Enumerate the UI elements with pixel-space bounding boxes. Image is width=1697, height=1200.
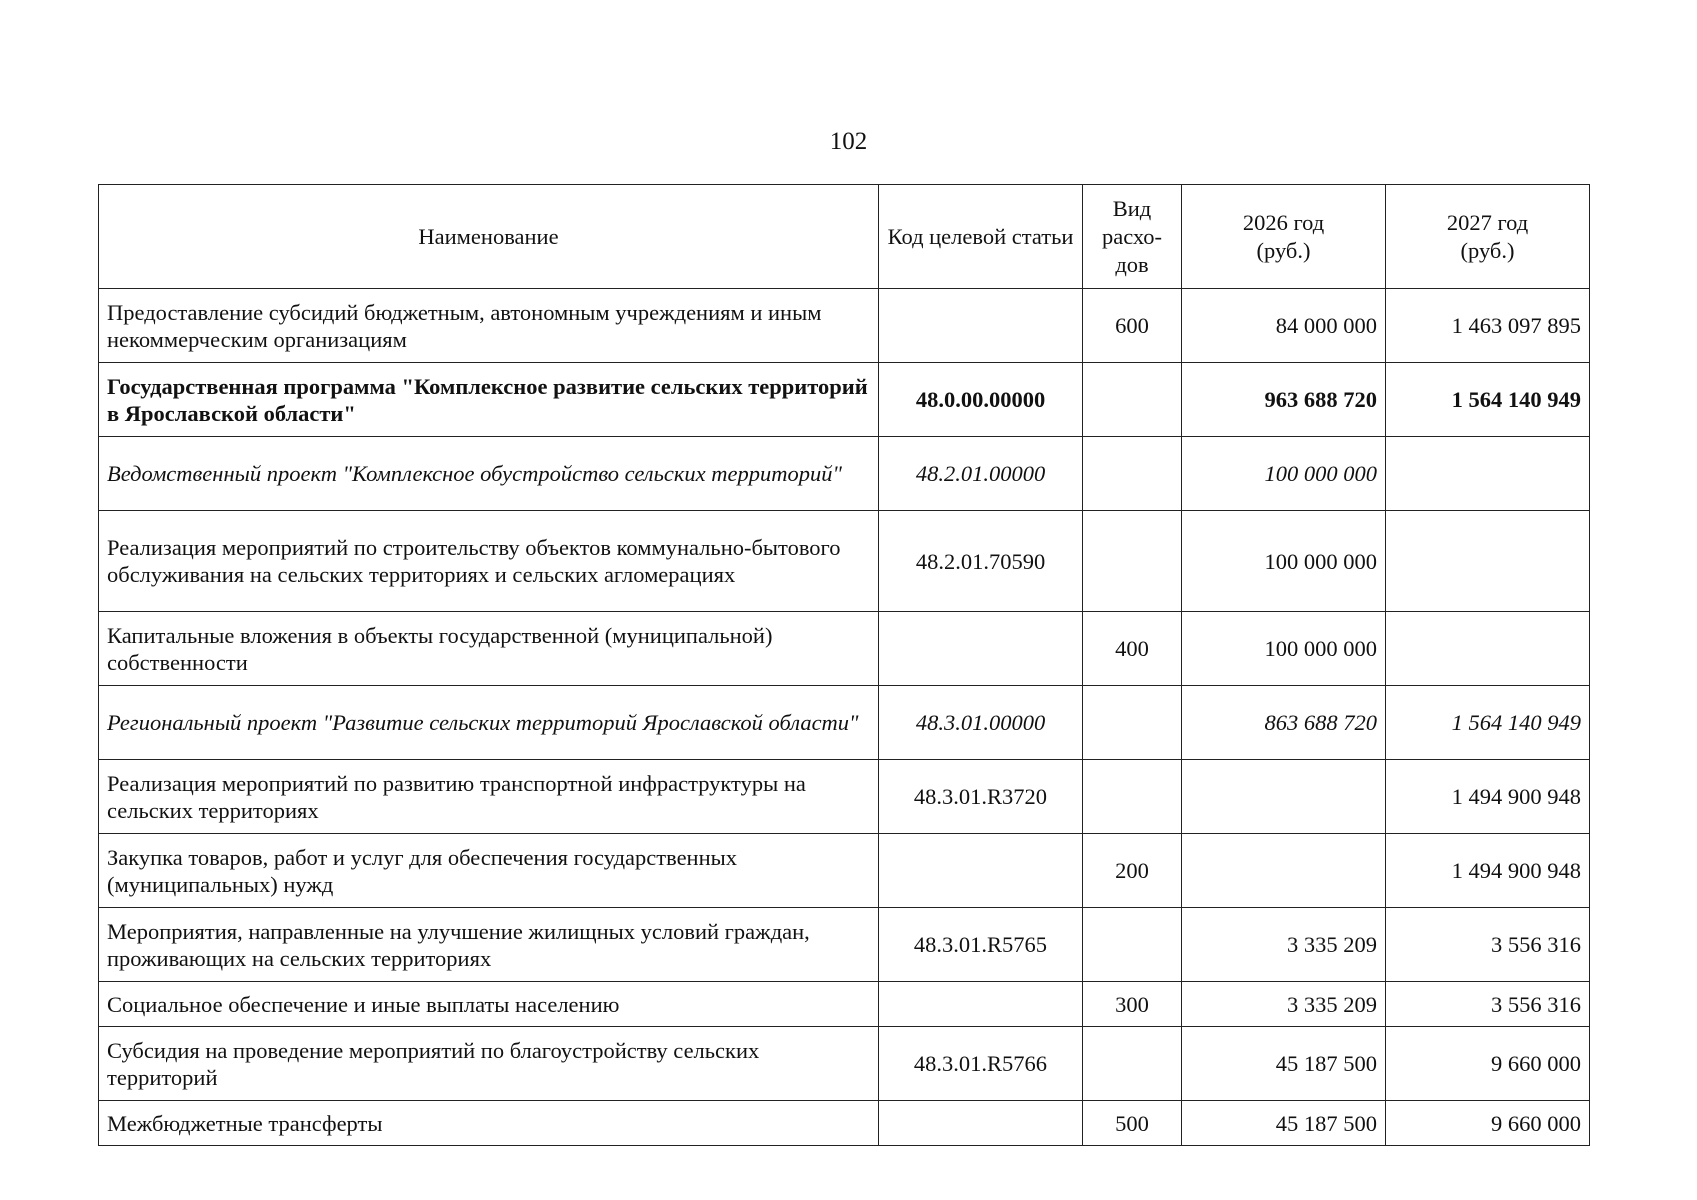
cell-expense-type bbox=[1083, 437, 1182, 511]
cell-expense-type: 400 bbox=[1083, 612, 1182, 686]
cell-2026: 863 688 720 bbox=[1182, 686, 1386, 760]
table-row bbox=[99, 760, 1590, 834]
header-name-label: Наименование bbox=[418, 223, 559, 249]
cell-2027: 1 494 900 948 bbox=[1386, 760, 1590, 834]
cell-2027: 3 556 316 bbox=[1386, 982, 1590, 1027]
cell-2027: 9 660 000 bbox=[1386, 1027, 1590, 1101]
cell-name: Государственная программа "Комплексное развитие сельских территорий в Ярославской области" bbox=[99, 363, 879, 437]
table-row bbox=[99, 511, 1590, 612]
cell-expense-type: 600 bbox=[1083, 289, 1182, 363]
cell-expense-type: 500 bbox=[1083, 1101, 1182, 1146]
cell-name: Закупка товаров, работ и услуг для обеспечения государственных (муниципальных) нужд bbox=[99, 834, 879, 908]
cell-name: Реализация мероприятий по строительству объектов коммунально-бытового обслуживания на сельских территориях и сельских агломерациях bbox=[99, 511, 879, 612]
cell-expense-type bbox=[1083, 686, 1182, 760]
cell-code: 48.3.01.00000 bbox=[879, 686, 1083, 760]
cell-2026: 84 000 000 bbox=[1182, 289, 1386, 363]
cell-2027: 9 660 000 bbox=[1386, 1101, 1590, 1146]
cell-expense-type bbox=[1083, 511, 1182, 612]
cell-name: Межбюджетные трансферты bbox=[99, 1101, 879, 1146]
cell-name: Предоставление субсидий бюджетным, автономным учреждениям и иным некоммерческим организациям bbox=[99, 289, 879, 363]
cell-expense-type bbox=[1083, 760, 1182, 834]
cell-expense-type: 200 bbox=[1083, 834, 1182, 908]
cell-code bbox=[879, 834, 1083, 908]
cell-2026: 3 335 209 bbox=[1182, 908, 1386, 982]
cell-2026: 45 187 500 bbox=[1182, 1101, 1386, 1146]
table-row bbox=[99, 1027, 1590, 1101]
table-row bbox=[99, 437, 1590, 511]
header-code-label: Код целевой статьи bbox=[887, 223, 1074, 249]
cell-code bbox=[879, 982, 1083, 1027]
header-year-2026-line: 2026 год bbox=[1242, 209, 1325, 235]
cell-2027: 1 463 097 895 bbox=[1386, 289, 1590, 363]
cell-2026: 45 187 500 bbox=[1182, 1027, 1386, 1101]
cell-code: 48.3.01.R3720 bbox=[879, 760, 1083, 834]
table-row bbox=[99, 1101, 1590, 1146]
header-year-2027-line: 2027 год bbox=[1446, 209, 1529, 235]
cell-2026: 100 000 000 bbox=[1182, 612, 1386, 686]
header-year-2027-line: (руб.) bbox=[1460, 237, 1515, 263]
cell-name: Социальное обеспечение и иные выплаты населению bbox=[99, 982, 879, 1027]
cell-2027: 1 564 140 949 bbox=[1386, 686, 1590, 760]
table-row bbox=[99, 908, 1590, 982]
cell-code: 48.3.01.R5765 bbox=[879, 908, 1083, 982]
table-row bbox=[99, 289, 1590, 363]
cell-2027: 1 494 900 948 bbox=[1386, 834, 1590, 908]
header-expense-type-line: Вид bbox=[1112, 195, 1152, 221]
cell-code bbox=[879, 289, 1083, 363]
cell-name: Ведомственный проект "Комплексное обустройство сельских территорий" bbox=[99, 437, 879, 511]
cell-2027: 3 556 316 bbox=[1386, 908, 1590, 982]
table-row bbox=[99, 982, 1590, 1027]
cell-expense-type: 300 bbox=[1083, 982, 1182, 1027]
cell-name: Реализация мероприятий по развитию транспортной инфраструктуры на сельских территориях bbox=[99, 760, 879, 834]
cell-2026: 100 000 000 bbox=[1182, 437, 1386, 511]
table-row bbox=[99, 363, 1590, 437]
table-row bbox=[99, 834, 1590, 908]
header-year-2026-line: (руб.) bbox=[1256, 237, 1311, 263]
header-year-2026 bbox=[1182, 185, 1386, 289]
table-row bbox=[99, 612, 1590, 686]
cell-2027 bbox=[1386, 612, 1590, 686]
header-name bbox=[99, 185, 879, 289]
table-header-row bbox=[99, 185, 1590, 289]
cell-code: 48.3.01.R5766 bbox=[879, 1027, 1083, 1101]
cell-code: 48.2.01.00000 bbox=[879, 437, 1083, 511]
cell-2027 bbox=[1386, 437, 1590, 511]
budget-table bbox=[98, 184, 1590, 1146]
cell-expense-type bbox=[1083, 908, 1182, 982]
cell-expense-type bbox=[1083, 363, 1182, 437]
cell-code: 48.2.01.70590 bbox=[879, 511, 1083, 612]
header-code bbox=[879, 185, 1083, 289]
cell-name: Субсидия на проведение мероприятий по благоустройству сельских территорий bbox=[99, 1027, 879, 1101]
cell-2026 bbox=[1182, 834, 1386, 908]
header-expense-type-line: расхо- bbox=[1101, 223, 1163, 249]
cell-expense-type bbox=[1083, 1027, 1182, 1101]
cell-name: Региональный проект "Развитие сельских территорий Ярославской области" bbox=[99, 686, 879, 760]
cell-code bbox=[879, 612, 1083, 686]
cell-code: 48.0.00.00000 bbox=[879, 363, 1083, 437]
cell-2026 bbox=[1182, 760, 1386, 834]
table-row bbox=[99, 686, 1590, 760]
header-expense-type bbox=[1083, 185, 1182, 289]
cell-name: Капитальные вложения в объекты государственной (муниципальной) собственности bbox=[99, 612, 879, 686]
header-year-2027 bbox=[1386, 185, 1590, 289]
cell-2027 bbox=[1386, 511, 1590, 612]
cell-code bbox=[879, 1101, 1083, 1146]
header-expense-type-line: дов bbox=[1115, 251, 1149, 277]
cell-2026: 963 688 720 bbox=[1182, 363, 1386, 437]
cell-name: Мероприятия, направленные на улучшение жилищных условий граждан, проживающих на сельских территориях bbox=[99, 908, 879, 982]
cell-2027: 1 564 140 949 bbox=[1386, 363, 1590, 437]
cell-2026: 100 000 000 bbox=[1182, 511, 1386, 612]
page-number: 102 bbox=[829, 128, 868, 155]
cell-2026: 3 335 209 bbox=[1182, 982, 1386, 1027]
